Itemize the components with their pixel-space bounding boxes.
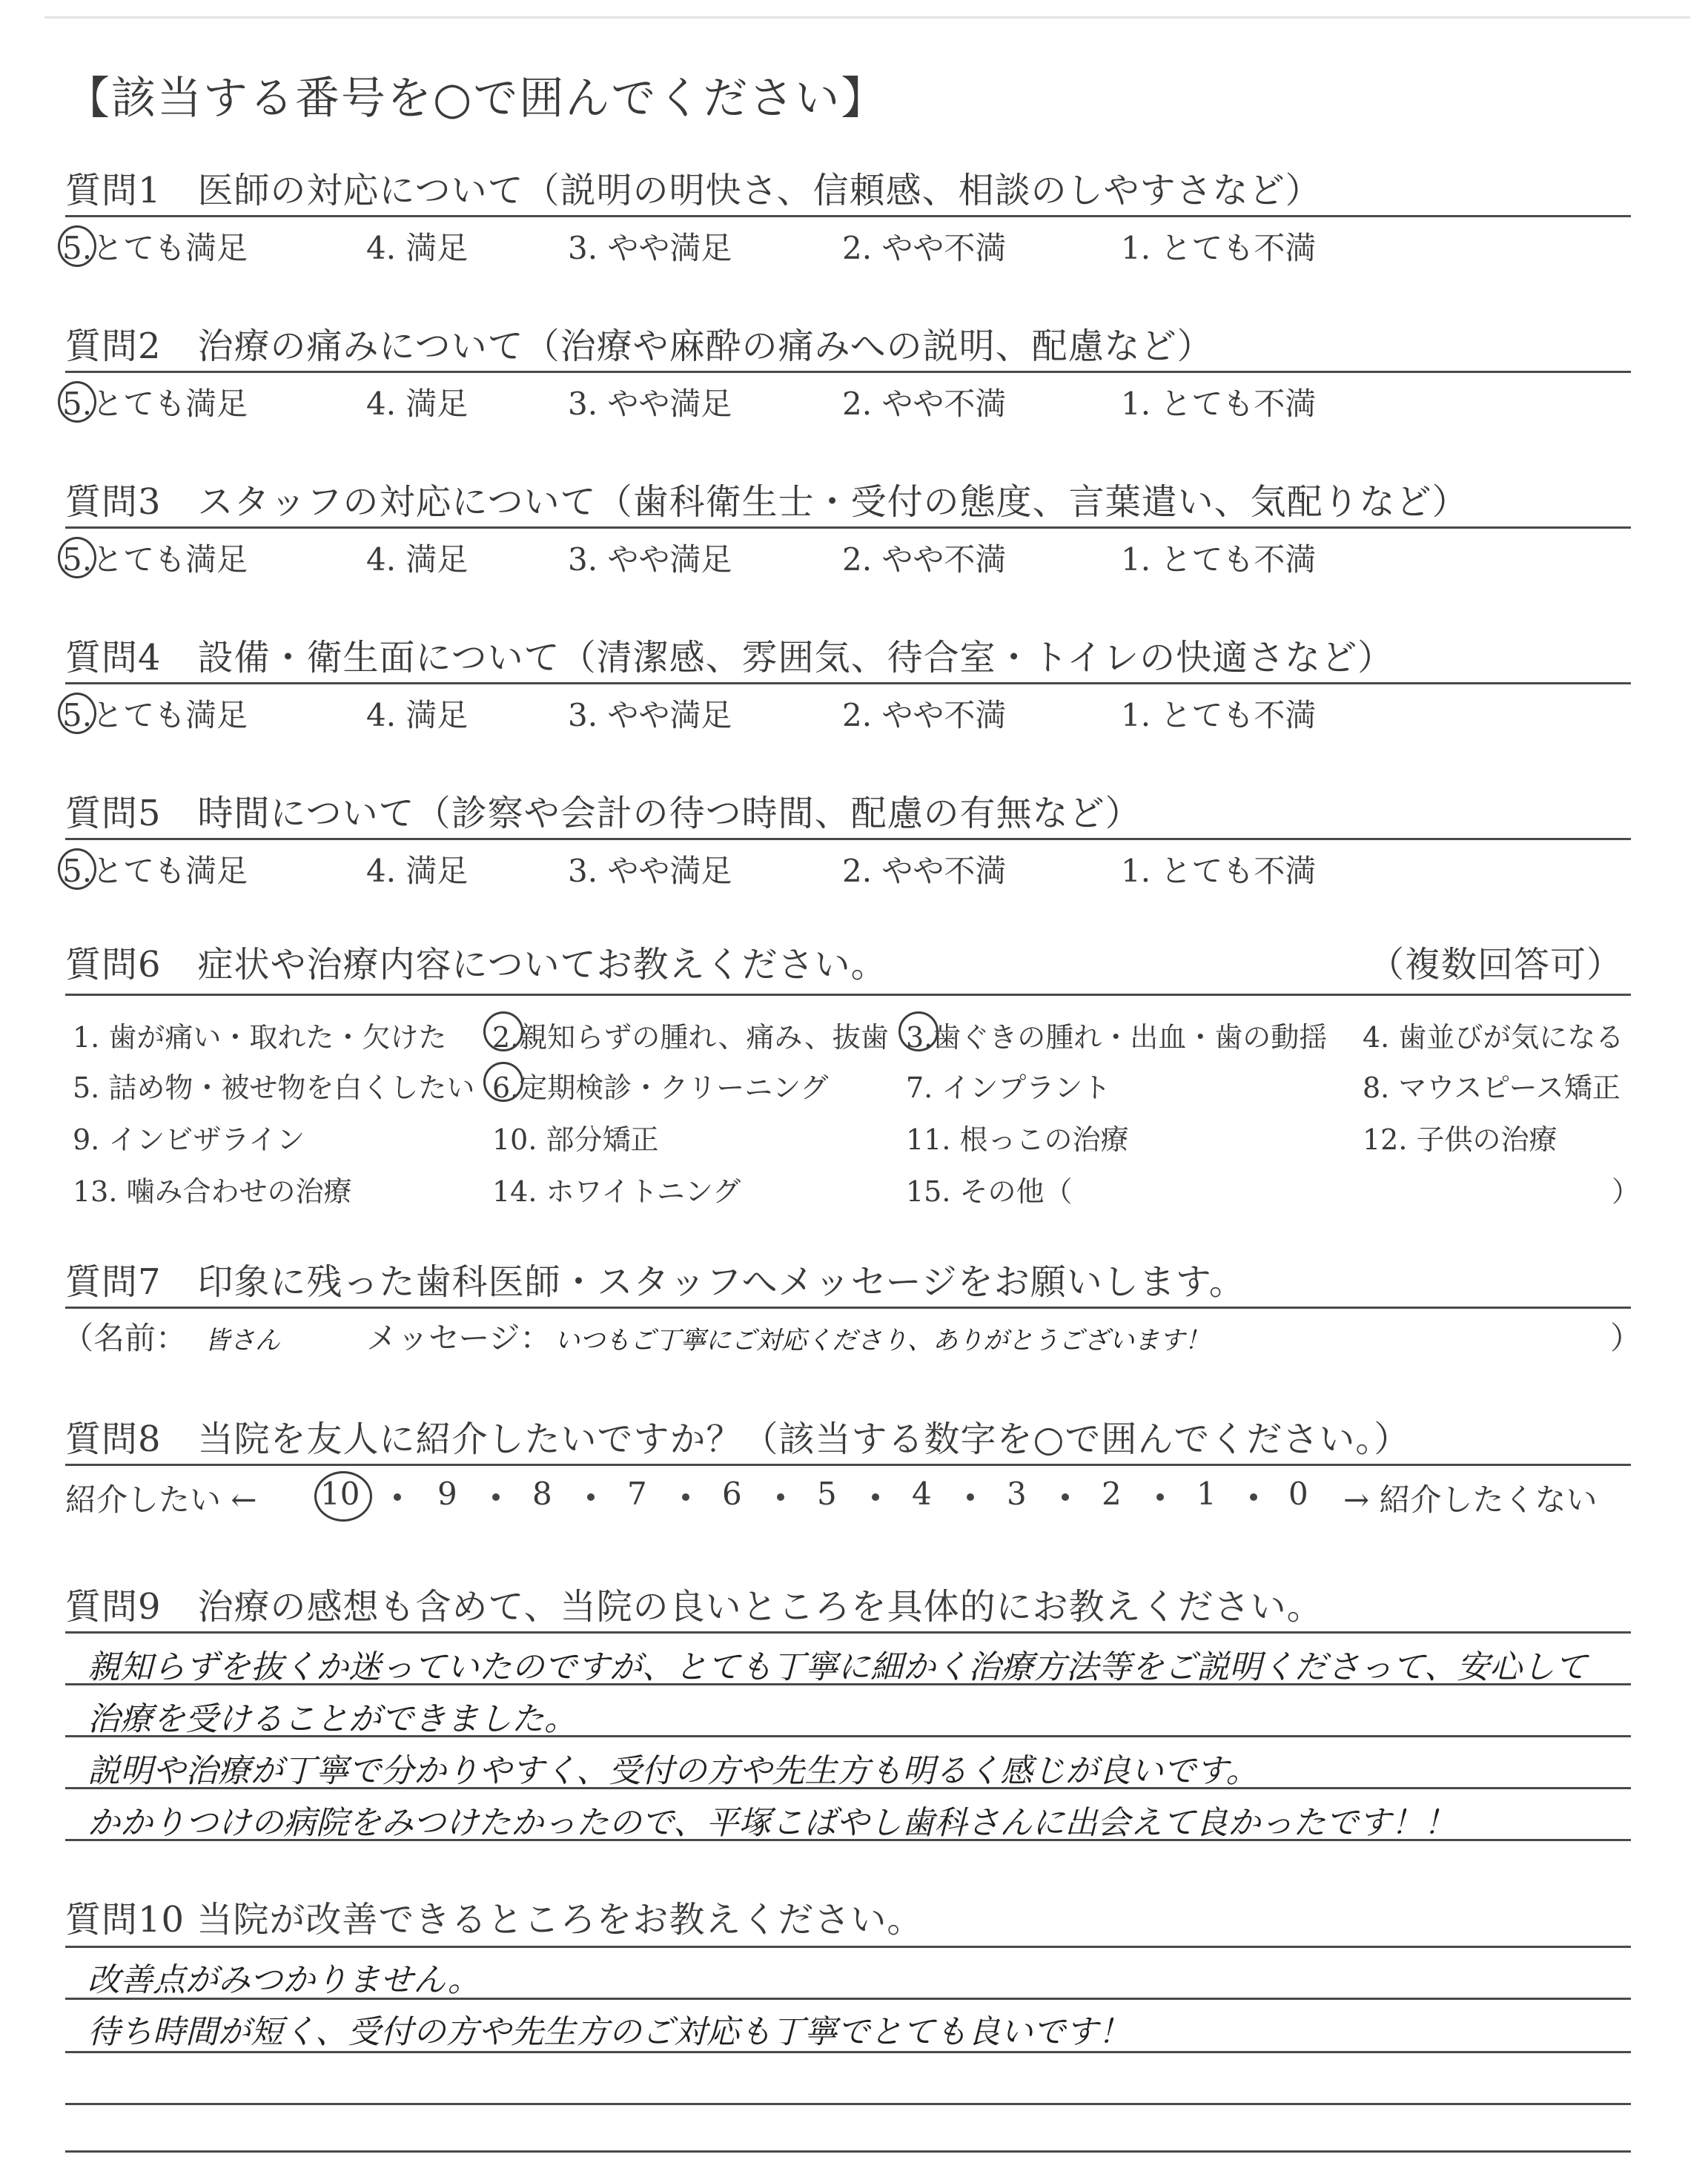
q8-scale-separator xyxy=(394,1493,401,1501)
q2-heading: 質問2 治療の痛みについて（治療や麻酔の痛みへの説明、配慮など） xyxy=(65,326,1214,367)
q7-message-label: メッセージ： xyxy=(366,1320,552,1356)
q4-heading: 質問4 設備・衛生面について（清潔感、雰囲気、待合室・トイレの快適さなど） xyxy=(65,637,1394,678)
q7-name-value: 皆さん xyxy=(205,1326,280,1355)
q3-option-4: 4. 満足 xyxy=(366,541,469,578)
top-border xyxy=(44,16,1690,19)
q8-scale-5: 5 xyxy=(817,1476,837,1512)
q1-selection-circle xyxy=(58,225,96,267)
q2-option-1: 1. とても不満 xyxy=(1121,386,1317,422)
q3-rule xyxy=(65,526,1631,529)
q3-heading: 質問3 スタッフの対応について（歯科衛生士・受付の態度、言葉遣い、気配りなど） xyxy=(65,481,1469,523)
q10-answer-text: 待ち時間が短く、受付の方や先生方のご対応も丁寧でとても良いです！ xyxy=(87,2013,1131,2051)
q10-rule xyxy=(65,1946,1631,1948)
q8-selection-circle xyxy=(314,1471,372,1522)
q6-selection-circle-6 xyxy=(483,1062,523,1102)
q9-answer-text: 治療を受けることができました。 xyxy=(87,1700,577,1738)
q6-option-10: 10. 部分矯正 xyxy=(492,1123,659,1156)
q2-selection-circle xyxy=(58,381,96,423)
q9-rule xyxy=(65,1631,1631,1634)
q8-scale-separator xyxy=(492,1493,500,1501)
q6-option-2: 2.親知らずの腫れ、痛み、抜歯 xyxy=(492,1021,889,1054)
q2-option-2: 2. やや不満 xyxy=(842,386,1007,422)
q1-option-3: 3. やや満足 xyxy=(568,230,732,266)
q1-option-1: 1. とても不満 xyxy=(1121,230,1317,266)
q6-note: （複数回答可） xyxy=(1368,944,1623,985)
q9-answer-text: 親知らずを抜くか迷っていたのですが、とても丁寧に細かく治療方法等をご説明くださって、安心して xyxy=(87,1648,1588,1686)
q6-selection-circle-3 xyxy=(898,1011,939,1051)
q3-option-2: 2. やや不満 xyxy=(842,541,1007,578)
q8-rule xyxy=(65,1464,1631,1466)
q9-heading: 質問9 治療の感想も含めて、当院の良いところを具体的にお教えください。 xyxy=(65,1586,1323,1628)
q5-option-3: 3. やや満足 xyxy=(568,853,732,889)
q9-answer-text: かかりつけの病院をみつけたかったので、平塚こばやし歯科さんに出会えて良かったです！！ xyxy=(87,1804,1457,1842)
q6-option-9: 9. インビザライン xyxy=(73,1123,305,1156)
q4-option-5: 5.とても満足 xyxy=(62,697,248,733)
q5-rule xyxy=(65,838,1631,840)
q6-option-5: 5. 詰め物・被せ物を白くしたい xyxy=(73,1071,475,1104)
q6-option-1: 1. 歯が痛い・取れた・欠けた xyxy=(73,1021,447,1054)
q8-scale-10: 10 xyxy=(320,1476,360,1512)
q1-heading: 質問1 医師の対応について（説明の明快さ、信頼感、相談のしやすさなど） xyxy=(65,170,1322,211)
q8-scale-3: 3 xyxy=(1007,1476,1027,1512)
q4-option-4: 4. 満足 xyxy=(366,697,469,733)
q8-scale-8: 8 xyxy=(532,1476,552,1512)
q6-selection-circle-2 xyxy=(483,1011,523,1051)
q8-scale-separator xyxy=(777,1493,784,1501)
q8-scale-2: 2 xyxy=(1102,1476,1122,1512)
q10-answer-line xyxy=(65,2103,1631,2105)
page-title: 【該当する番号を○で囲んでください】 xyxy=(65,73,887,125)
q6-heading: 質問6 症状や治療内容についてお教えください。 xyxy=(65,944,887,985)
q7-message-value: いつもご丁寧にご対応くださり、ありがとうございます！ xyxy=(555,1326,1210,1355)
q4-rule xyxy=(65,682,1631,684)
q7-rule xyxy=(65,1307,1631,1309)
q1-option-5: 5.とても満足 xyxy=(62,230,248,266)
q8-scale-4: 4 xyxy=(912,1476,932,1512)
q8-right-label: → 紹介したくない xyxy=(1343,1482,1598,1518)
q10-answer-text: 改善点がみつかりません。 xyxy=(87,1961,480,1999)
q8-heading: 質問8 当院を友人に紹介したいですか？（該当する数字を○で囲んでください。） xyxy=(65,1418,1411,1460)
q1-option-4: 4. 満足 xyxy=(366,230,469,266)
q8-scale-separator xyxy=(682,1493,689,1501)
q7-heading: 質問7 印象に残った歯科医師・スタッフへメッセージをお願いします。 xyxy=(65,1261,1245,1303)
q8-scale-separator xyxy=(587,1493,595,1501)
q8-scale-9: 9 xyxy=(437,1476,457,1512)
q4-option-3: 3. やや満足 xyxy=(568,697,732,733)
q6-rule xyxy=(65,994,1631,996)
q1-option-2: 2. やや不満 xyxy=(842,230,1007,266)
q5-option-5: 5.とても満足 xyxy=(62,853,248,889)
q6-option-7: 7. インプラント xyxy=(906,1071,1111,1104)
q8-scale-separator xyxy=(872,1493,879,1501)
q8-left-label: 紹介したい ← xyxy=(65,1482,257,1518)
q6-option-12: 12. 子供の治療 xyxy=(1363,1123,1558,1156)
q7-close-paren: ） xyxy=(1610,1320,1642,1356)
q4-selection-circle xyxy=(58,693,96,734)
q8-scale-0: 0 xyxy=(1288,1476,1308,1512)
q2-option-4: 4. 満足 xyxy=(366,386,469,422)
q4-option-1: 1. とても不満 xyxy=(1121,697,1317,733)
q8-scale-separator xyxy=(1156,1493,1164,1501)
q8-scale-1: 1 xyxy=(1196,1476,1217,1512)
q2-rule xyxy=(65,371,1631,373)
q6-option-14: 14. ホワイトニング xyxy=(492,1175,741,1208)
q8-scale-6: 6 xyxy=(722,1476,742,1512)
q3-selection-circle xyxy=(58,537,96,578)
q8-scale-separator xyxy=(967,1493,974,1501)
q6-other-close-paren: ） xyxy=(1612,1175,1641,1208)
q1-rule xyxy=(65,215,1631,217)
q5-option-4: 4. 満足 xyxy=(366,853,469,889)
q5-selection-circle xyxy=(58,848,96,890)
q10-answer-line xyxy=(65,2150,1631,2153)
q4-option-2: 2. やや不満 xyxy=(842,697,1007,733)
q7-name-label: （名前： xyxy=(62,1320,188,1356)
q8-scale-7: 7 xyxy=(627,1476,647,1512)
q8-scale-separator xyxy=(1250,1493,1257,1501)
q6-option-13: 13. 噛み合わせの治療 xyxy=(73,1175,352,1208)
q5-heading: 質問5 時間について（診察や会計の待つ時間、配慮の有無など） xyxy=(65,793,1142,834)
q6-option-11: 11. 根っこの治療 xyxy=(906,1123,1129,1156)
q9-answer-text: 説明や治療が丁寧で分かりやすく、受付の方や先生方も明るく感じが良いです。 xyxy=(87,1752,1259,1790)
q8-scale-separator xyxy=(1062,1493,1069,1501)
q2-option-3: 3. やや満足 xyxy=(568,386,732,422)
q6-option-3: 3.歯ぐきの腫れ・出血・歯の動揺 xyxy=(906,1021,1328,1054)
q3-option-5: 5.とても満足 xyxy=(62,541,248,578)
q10-heading: 質問10 当院が改善できるところをお教えください。 xyxy=(65,1899,924,1941)
q6-option-8: 8. マウスピース矯正 xyxy=(1363,1071,1621,1104)
q2-option-5: 5.とても満足 xyxy=(62,386,248,422)
q6-option-6: 6.定期検診・クリーニング xyxy=(492,1071,829,1104)
q3-option-1: 1. とても不満 xyxy=(1121,541,1317,578)
q5-option-1: 1. とても不満 xyxy=(1121,853,1317,889)
q5-option-2: 2. やや不満 xyxy=(842,853,1007,889)
q3-option-3: 3. やや満足 xyxy=(568,541,732,578)
q6-option-4: 4. 歯並びが気になる xyxy=(1363,1021,1624,1054)
q6-option-15: 15. その他（ xyxy=(906,1175,1073,1208)
